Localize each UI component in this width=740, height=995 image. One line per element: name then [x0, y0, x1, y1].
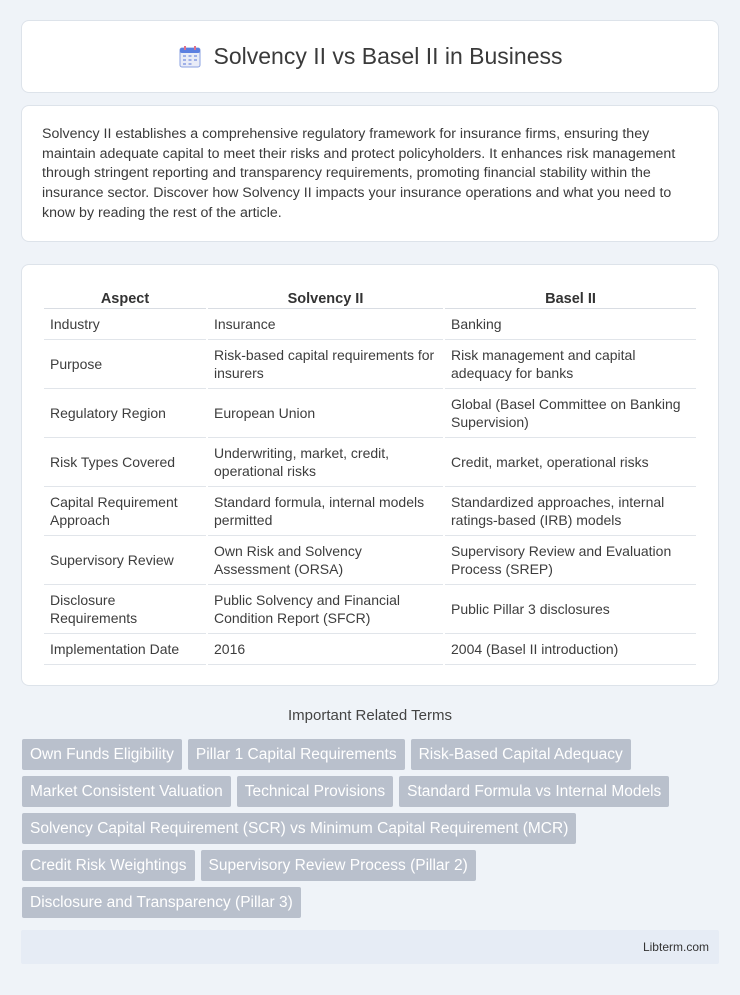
- table-cell: Standardized approaches, internal ratings-based (IRB) models: [445, 487, 696, 536]
- table-row: [44, 487, 696, 536]
- table-row: [44, 585, 696, 634]
- table-cell: Regulatory Region: [44, 389, 206, 438]
- table-cell: European Union: [208, 389, 443, 438]
- table-cell: Implementation Date: [44, 634, 206, 665]
- header-solvency: Solvency II: [208, 285, 443, 309]
- table-cell: Banking: [445, 309, 696, 340]
- table-cell: 2004 (Basel II introduction): [445, 634, 696, 665]
- related-term-tag[interactable]: Standard Formula vs Internal Models: [399, 776, 669, 807]
- tag-row: [22, 813, 722, 844]
- table-cell: Global (Basel Committee on Banking Supervision): [445, 389, 696, 438]
- table-cell: Capital Requirement Approach: [44, 487, 206, 536]
- related-term-tag[interactable]: Technical Provisions: [237, 776, 393, 807]
- header-basel: Basel II: [445, 285, 696, 309]
- table-cell: Supervisory Review and Evaluation Process (SREP): [445, 536, 696, 585]
- footer-site-link[interactable]: Libterm.com: [642, 940, 709, 954]
- table-row: [44, 389, 696, 438]
- table-cell: Purpose: [44, 340, 206, 389]
- table-row: [44, 438, 696, 487]
- related-term-tag[interactable]: Disclosure and Transparency (Pillar 3): [22, 887, 301, 918]
- table-cell: Disclosure Requirements: [44, 585, 206, 634]
- table-row: [44, 536, 696, 585]
- calendar-icon: [178, 45, 202, 69]
- tag-row: [22, 850, 722, 881]
- table-row: [44, 634, 696, 665]
- footer: [21, 930, 719, 964]
- comparison-table-card: [21, 264, 719, 686]
- related-term-tag[interactable]: Solvency Capital Requirement (SCR) vs Minimum Capital Requirement (MCR): [22, 813, 576, 844]
- table-cell: Own Risk and Solvency Assessment (ORSA): [208, 536, 443, 585]
- table-cell: Standard formula, internal models permitted: [208, 487, 443, 536]
- related-terms-list: [22, 739, 722, 924]
- related-term-tag[interactable]: Credit Risk Weightings: [22, 850, 195, 881]
- table-cell: Public Pillar 3 disclosures: [445, 585, 696, 634]
- table-row: [44, 340, 696, 389]
- related-term-tag[interactable]: Supervisory Review Process (Pillar 2): [201, 850, 476, 881]
- table-cell: Credit, market, operational risks: [445, 438, 696, 487]
- table-cell: Underwriting, market, credit, operational risks: [208, 438, 443, 487]
- table-header-row: [44, 285, 696, 309]
- comparison-table: [42, 285, 698, 665]
- intro-text: Solvency II establishes a comprehensive regulatory framework for insurance firms, ensuring they maintain adequate capital to meet their risks and protect policyholders. It enhances risk management through stringent reporting and transparency requirements, promoting financial stability within the insurance sector. Discover how Solvency II impacts your insurance operations and what you need to know by reading the rest of the article.: [42, 126, 676, 221]
- table-cell: Risk management and capital adequacy for banks: [445, 340, 696, 389]
- tag-row: [22, 887, 722, 918]
- tag-row: [22, 739, 722, 770]
- table-row: [44, 309, 696, 340]
- related-term-tag[interactable]: Market Consistent Valuation: [22, 776, 231, 807]
- intro-card: [21, 105, 719, 242]
- table-cell: Risk Types Covered: [44, 438, 206, 487]
- table-cell: Public Solvency and Financial Condition Report (SFCR): [208, 585, 443, 634]
- table-cell: 2016: [208, 634, 443, 665]
- related-term-tag[interactable]: Risk-Based Capital Adequacy: [411, 739, 631, 770]
- table-cell: Risk-based capital requirements for insurers: [208, 340, 443, 389]
- header-aspect: Aspect: [44, 285, 206, 309]
- table-cell: Supervisory Review: [44, 536, 206, 585]
- page-title: Solvency II vs Basel II in Business: [213, 43, 563, 69]
- table-cell: Insurance: [208, 309, 443, 340]
- related-terms-title: Important Related Terms: [288, 707, 452, 724]
- related-term-tag[interactable]: Pillar 1 Capital Requirements: [188, 739, 405, 770]
- header-card: [21, 20, 719, 93]
- tag-row: [22, 776, 722, 807]
- table-cell: Industry: [44, 309, 206, 340]
- related-term-tag[interactable]: Own Funds Eligibility: [22, 739, 182, 770]
